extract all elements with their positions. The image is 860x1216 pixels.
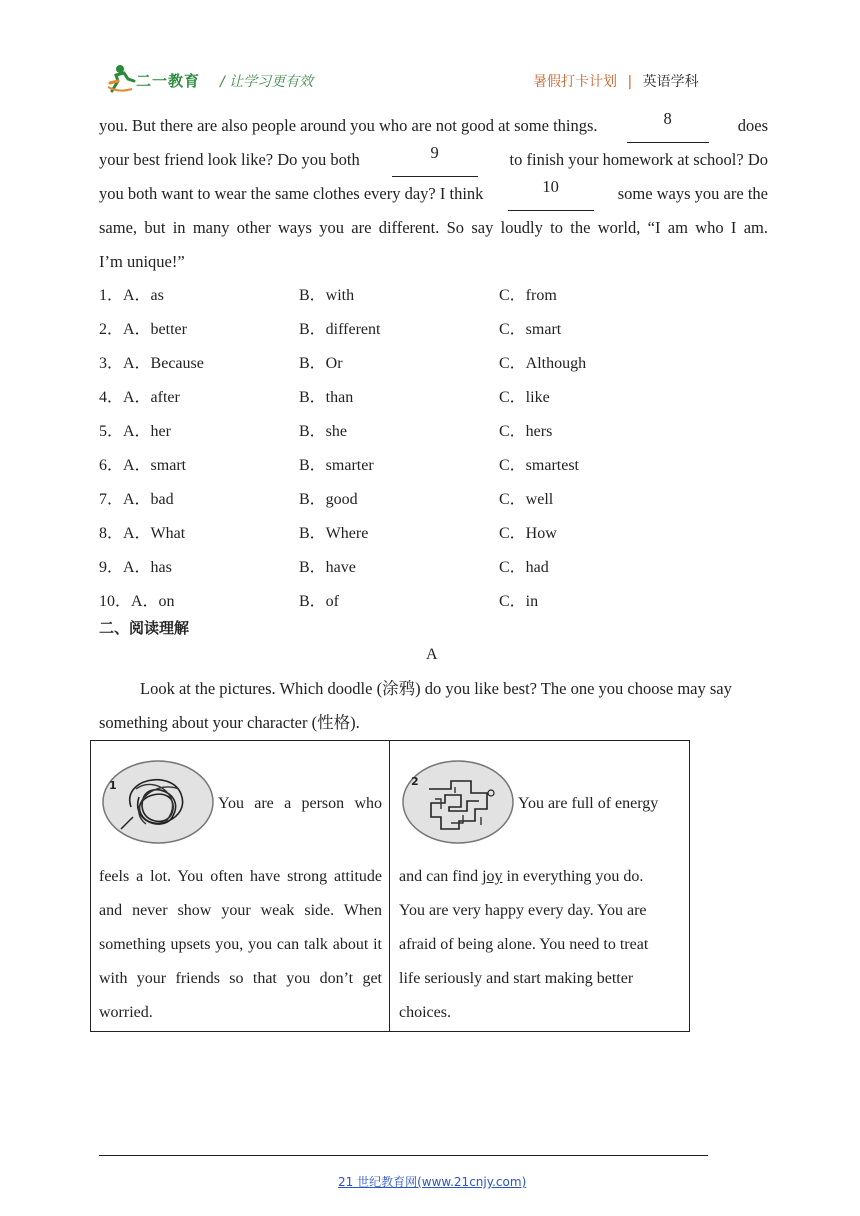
doodle-2-line-2-post: in everything you do.	[506, 868, 644, 885]
option-b: B．different	[299, 321, 381, 338]
option-row	[99, 354, 779, 388]
option-a: 7．A．bad	[99, 491, 174, 508]
option-a: 6．A．smart	[99, 457, 187, 474]
option-a: 5．A．her	[99, 423, 171, 440]
svg-text:2: 2	[411, 775, 419, 788]
option-c: C．How	[499, 525, 557, 542]
option-b: B．than	[299, 389, 354, 406]
cloze-line-2-start: your best friend look like? Do you both	[99, 150, 360, 169]
cloze-line-1	[99, 109, 768, 143]
header-plan: 暑假打卡计划	[533, 74, 617, 90]
header-slogan: / 让学习更有效	[220, 74, 314, 90]
option-a: 4．A．after	[99, 389, 180, 406]
option-row	[99, 592, 779, 626]
cloze-line-1-text: you. But there are also people around you who are not good at some things.	[99, 116, 598, 135]
option-b: B．smarter	[299, 457, 374, 474]
option-row	[99, 524, 779, 558]
option-b: B．with	[299, 287, 355, 304]
option-b: B．have	[299, 559, 356, 576]
option-a: 8．A．What	[99, 525, 186, 542]
cloze-line-4: same, but in many other ways you are different. So say loudly to the world, “I am who I am.	[99, 218, 768, 237]
reading-intro-line-2: something about your character (性格).	[99, 713, 360, 732]
doodle-2-line-6: choices.	[399, 1004, 451, 1021]
svg-text:1: 1	[109, 779, 117, 792]
option-c: C．smart	[499, 321, 562, 338]
cloze-line-3	[99, 177, 768, 211]
blank-9: 9	[392, 143, 478, 177]
cloze-passage	[99, 109, 768, 279]
footer-website-link[interactable]: 21 世纪教育网(www.21cnjy.com)	[338, 1175, 527, 1189]
table-divider	[389, 741, 390, 1031]
option-b: B．Or	[299, 355, 343, 372]
option-c: C．well	[499, 491, 554, 508]
cloze-line-2-end: to finish your homework at school? Do	[509, 150, 768, 169]
cloze-line-1-end: does	[737, 116, 768, 135]
passage-label: A	[426, 646, 438, 663]
reading-intro-line-1: Look at the pictures. Which doodle (涂鸦) do you like best? The one you choose may say	[140, 679, 732, 698]
option-c: C．in	[499, 593, 539, 610]
option-c: C．like	[499, 389, 550, 406]
doodle-1-icon	[101, 759, 215, 845]
page-header	[0, 0, 860, 110]
underlined-word-joy: joy	[482, 868, 503, 885]
doodle-2-line-5: life seriously and start making better	[399, 970, 634, 987]
option-a: 2．A．better	[99, 321, 187, 338]
reading-intro	[99, 672, 768, 740]
option-a: 3．A．Because	[99, 355, 204, 372]
cloze-line-3-end: some ways you are the	[617, 184, 768, 203]
option-c: C．from	[499, 287, 557, 304]
doodle-1-first-line: You are a person who	[218, 795, 382, 812]
doodle-2-line-4: afraid of being alone. You need to treat	[399, 936, 649, 953]
doodle-2-line-3: You are very happy every day. You are	[399, 902, 647, 919]
doodle-2-line-2	[399, 860, 684, 894]
logo-text: 二一教育	[136, 72, 201, 90]
option-c: C．had	[499, 559, 549, 576]
doodle-table	[90, 740, 690, 1032]
doodle-1-description: feels a lot. You often have strong attitude and never show your weak side. When something upsets you, you can talk about it with your friends so that you don’t get worried.	[99, 868, 382, 1021]
doodle-2-description	[399, 860, 684, 1030]
option-a: 1．A．as	[99, 287, 164, 304]
section-title: 二、阅读理解	[99, 619, 190, 637]
option-row	[99, 558, 779, 592]
footer-divider	[99, 1155, 708, 1156]
doodle-2-icon	[401, 759, 515, 845]
header-separator: |	[627, 74, 633, 90]
blank-10: 10	[508, 177, 594, 211]
option-b: B．good	[299, 491, 358, 508]
option-row	[99, 490, 779, 524]
option-b: B．she	[299, 423, 348, 440]
option-b: B．Where	[299, 525, 369, 542]
blank-8: 8	[627, 109, 709, 143]
header-subject: 英语学科	[642, 74, 699, 90]
option-row	[99, 320, 779, 354]
option-row	[99, 456, 779, 490]
option-c: C．hers	[499, 423, 553, 440]
option-row	[99, 388, 779, 422]
option-b: B．of	[299, 593, 340, 610]
option-a: 10．A．on	[99, 593, 175, 610]
option-c: C．smartest	[499, 457, 579, 474]
cloze-line-2	[99, 143, 768, 177]
doodle-2-first-line: You are full of energy	[518, 795, 659, 812]
cloze-line-3-start: you both want to wear the same clothes every day? I think	[99, 184, 484, 203]
option-c: C．Although	[499, 355, 587, 372]
doodle-2-line-2-pre: and can find	[399, 868, 479, 885]
option-row	[99, 422, 779, 456]
option-row	[99, 286, 779, 320]
option-a: 9．A．has	[99, 559, 172, 576]
header-right	[533, 71, 699, 91]
cloze-line-5: I’m unique!”	[99, 252, 185, 271]
